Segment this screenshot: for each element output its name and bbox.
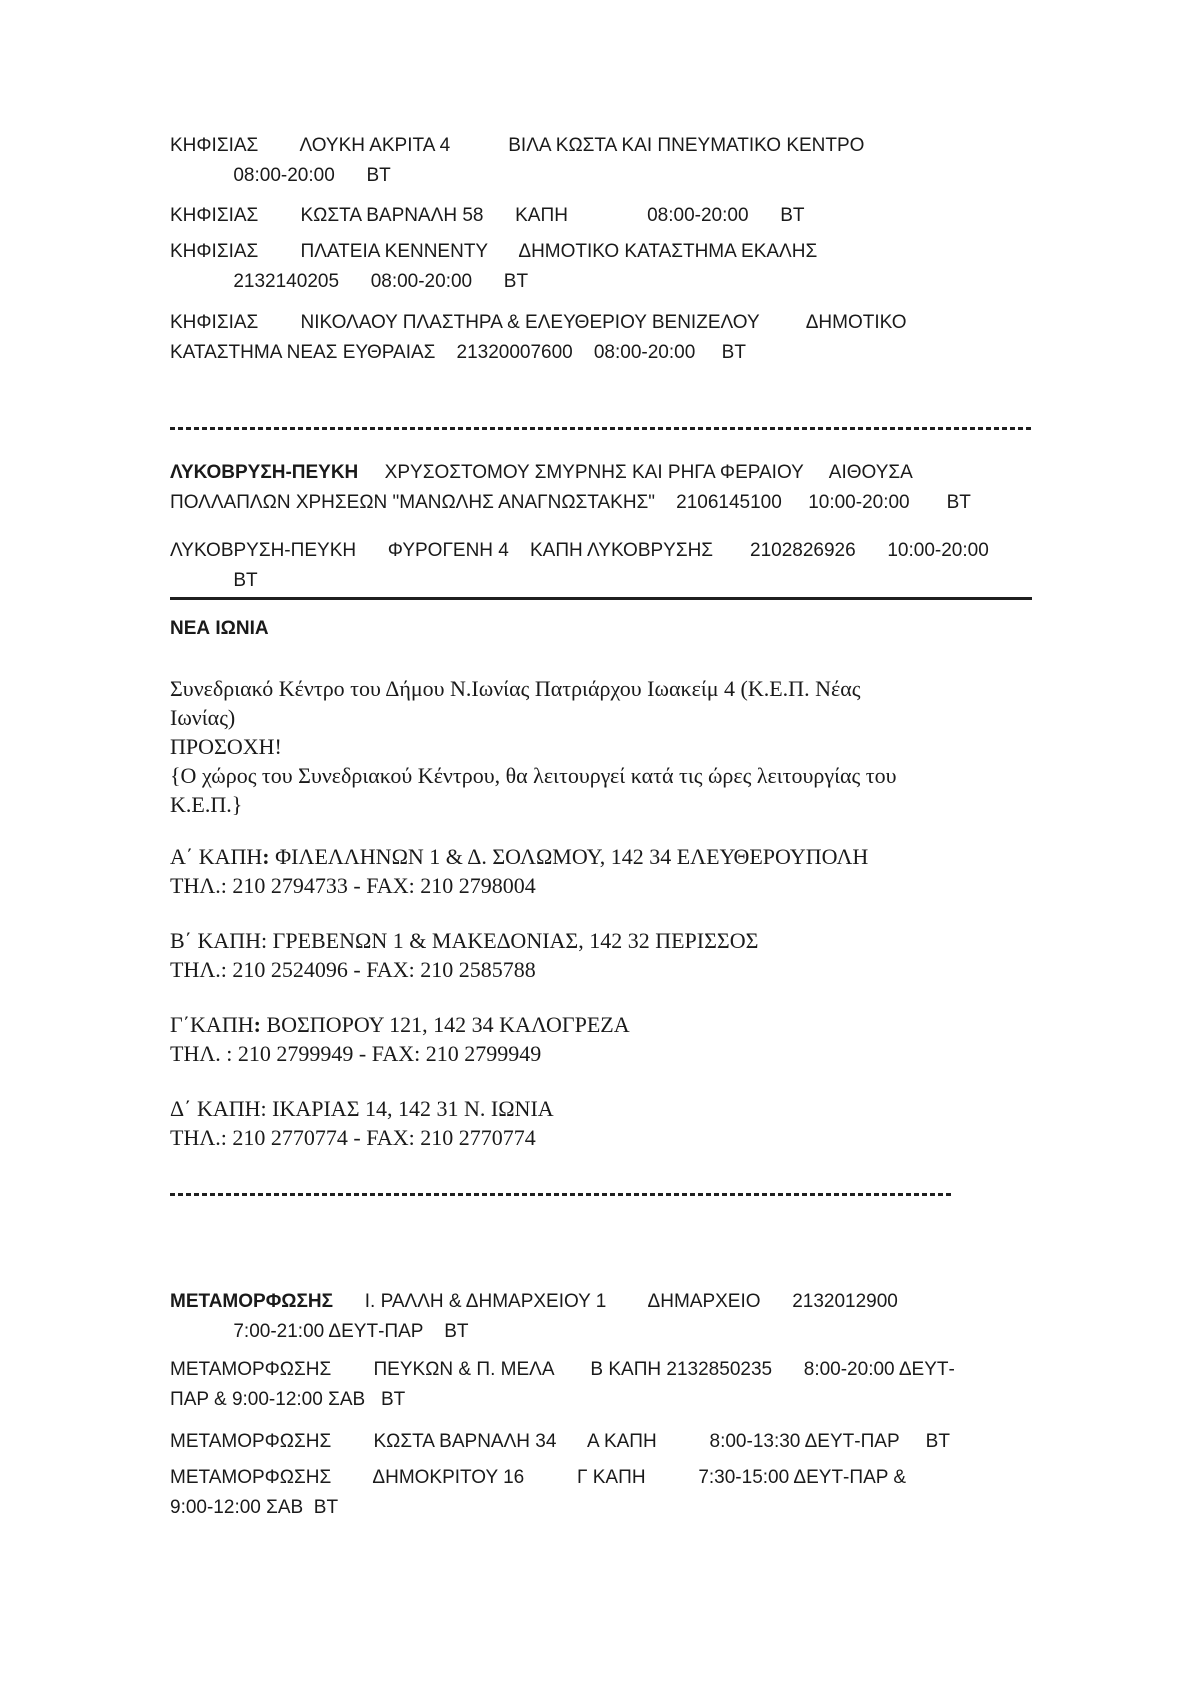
text: Β΄ ΚΑΠΗ: ΓΡΕΒΕΝΩΝ 1 & ΜΑΚΕΔΟΝΙΑΣ, 142 32 ΠΕΡΙΣΣΟΣ: [170, 928, 759, 953]
text-line: [170, 732, 1040, 761]
text: ΚΗΦΙΣΙΑΣ ΛΟΥΚΗ ΑΚΡΙΤΑ 4 ΒΙΛΑ ΚΩΣΤΑ ΚΑΙ ΠΝΕΥΜΑΤΙΚΟ ΚΕΝΤΡΟ: [170, 135, 865, 156]
text: ΤΗΛ. : 210 2799949 - FAX: 210 2799949: [170, 1041, 542, 1066]
text-line: [170, 955, 1040, 984]
text-line: [170, 536, 1040, 566]
bold-text: ΛΥΚΟΒΡΥΣΗ-ΠΕΥΚΗ: [170, 462, 359, 483]
text-line: [170, 458, 1040, 488]
text: ΦΙΛΕΛΛΗΝΩΝ 1 & Δ. ΣΟΛΩΜΟΥ, 142 34 ΕΛΕΥΘΕΡΟΥΠΟΛΗ: [269, 844, 869, 869]
text-line: [170, 1385, 1040, 1415]
text: ΤΗΛ.: 210 2770774 - FAX: 210 2770774: [170, 1125, 536, 1150]
text: ΠΡΟΣΟΧΗ!: [170, 734, 282, 759]
text-line: [170, 1427, 1040, 1457]
text-line: [170, 131, 1040, 161]
entry-kifisias-nikolaou-plastira: [170, 308, 1040, 368]
text-line: [170, 674, 1040, 703]
text-line: [170, 614, 1040, 644]
entry-metamorfosis-dimarcheio: [170, 1287, 1040, 1347]
text-line: [170, 842, 1040, 871]
separator-dashed-1: [170, 427, 1032, 430]
text: ΧΡΥΣΟΣΤΟΜΟΥ ΣΜΥΡΝΗΣ ΚΑΙ ΡΗΓΑ ΦΕΡΑΙΟΥ ΑΙΘΟΥΣΑ: [358, 462, 913, 483]
text: ΠΟΛΛΑΠΛΩΝ ΧΡΗΣΕΩΝ "ΜΑΝΩΛΗΣ ΑΝΑΓΝΩΣΤΑΚΗΣ" 2106145100 10:00-20:00 ΒΤ: [170, 492, 971, 513]
text-line: [170, 1463, 1040, 1493]
text: ΒΤ: [170, 570, 258, 591]
text: Δ΄ ΚΑΠΗ: ΙΚΑΡΙΑΣ 14, 142 31 Ν. ΙΩΝΙΑ: [170, 1096, 554, 1121]
bold-text: ΝΕΑ ΙΩΝΙΑ: [170, 618, 269, 639]
text: ΜΕΤΑΜΟΡΦΩΣΗΣ ΠΕΥΚΩΝ & Π. ΜΕΛΑ Β ΚΑΠΗ 2132850235 8:00-20:00 ΔΕΥΤ-: [170, 1359, 955, 1380]
paragraph-synedriako-kentro: [170, 674, 1040, 819]
text-line: [170, 308, 1040, 338]
text-line: [170, 703, 1040, 732]
text-line: [170, 926, 1040, 955]
text-line: [170, 237, 1040, 267]
text: 7:00-21:00 ΔΕΥΤ-ΠΑΡ ΒΤ: [170, 1321, 469, 1342]
text: ΠΑΡ & 9:00-12:00 ΣΑΒ ΒΤ: [170, 1389, 406, 1410]
entry-metamorfosis-g-kapi: [170, 1463, 1040, 1523]
text: Γ΄ΚΑΠΗ: [170, 1012, 254, 1037]
text: Α΄ ΚΑΠΗ: [170, 844, 263, 869]
entry-lykovrysi-kapi: [170, 536, 1040, 596]
text: {Ο χώρος του Συνεδριακού Κέντρου, θα λειτουργεί κατά τις ώρες λειτουργίας του: [170, 763, 897, 788]
text-line: [170, 267, 1040, 297]
text: ΜΕΤΑΜΟΡΦΩΣΗΣ ΚΩΣΤΑ ΒΑΡΝΑΛΗ 34 Α ΚΑΠΗ 8:00-13:30 ΔΕΥΤ-ΠΑΡ ΒΤ: [170, 1431, 950, 1452]
heading-nea-ionia: [170, 614, 1040, 644]
text-line: [170, 1039, 1040, 1068]
text: ΤΗΛ.: 210 2794733 - FAX: 210 2798004: [170, 873, 536, 898]
text-line: [170, 790, 1040, 819]
text: ΜΕΤΑΜΟΡΦΩΣΗΣ ΔΗΜΟΚΡΙΤΟΥ 16 Γ ΚΑΠΗ 7:30-15:00 ΔΕΥΤ-ΠΑΡ &: [170, 1467, 907, 1488]
entry-kapi-c: [170, 1010, 1040, 1068]
text: Κ.Ε.Π.}: [170, 792, 243, 817]
text: ΒΟΣΠΟΡΟΥ 121, 142 34 ΚΑΛΟΓΡΕΖΑ: [260, 1012, 630, 1037]
bold-text: :: [253, 1012, 261, 1037]
text: ΚΗΦΙΣΙΑΣ ΠΛΑΤΕΙΑ ΚΕΝΝΕΝΤΥ ΔΗΜΟΤΙΚΟ ΚΑΤΑΣΤΗΜΑ ΕΚΑΛΗΣ: [170, 241, 818, 262]
text: ΛΥΚΟΒΡΥΣΗ-ΠΕΥΚΗ ΦΥΡΟΓΕΝΗ 4 ΚΑΠΗ ΛΥΚΟΒΡΥΣΗΣ 2102826926 10:00-20:00: [170, 540, 989, 561]
entry-metamorfosis-b-kapi: [170, 1355, 1040, 1415]
text-line: [170, 1355, 1040, 1385]
text: ΚΗΦΙΣΙΑΣ ΝΙΚΟΛΑΟΥ ΠΛΑΣΤΗΡΑ & ΕΛΕΥΘΕΡΙΟΥ ΒΕΝΙΖΕΛΟΥ ΔΗΜΟΤΙΚΟ: [170, 312, 907, 333]
text-line: [170, 161, 1040, 191]
text-line: [170, 761, 1040, 790]
entry-kapi-b: [170, 926, 1040, 984]
text-line: [170, 1493, 1040, 1523]
entry-kifisias-plateia-kennedy: [170, 237, 1040, 297]
bold-text: :: [262, 844, 270, 869]
entry-kapi-d: [170, 1094, 1040, 1152]
entry-lykovrysi-aithousa: [170, 458, 1040, 518]
text: ΤΗΛ.: 210 2524096 - FAX: 210 2585788: [170, 957, 536, 982]
text: 9:00-12:00 ΣΑΒ ΒΤ: [170, 1497, 339, 1518]
entry-kapi-a: [170, 842, 1040, 900]
text-line: [170, 338, 1040, 368]
text-line: [170, 1317, 1040, 1347]
text-line: [170, 871, 1040, 900]
text-line: [170, 201, 1040, 231]
text: 08:00-20:00 ΒΤ: [170, 165, 391, 186]
text-line: [170, 488, 1040, 518]
text-line: [170, 1287, 1040, 1317]
text: Ιωνίας): [170, 705, 236, 730]
entry-kifisias-kosta-varnali: [170, 201, 1040, 231]
text: 2132140205 08:00-20:00 ΒΤ: [170, 271, 529, 292]
separator-dashed-2: [170, 1193, 952, 1196]
section-rule: [170, 597, 1032, 600]
text: Ι. ΡΑΛΛΗ & ΔΗΜΑΡΧΕΙΟΥ 1 ΔΗΜΑΡΧΕΙΟ 2132012900: [333, 1291, 898, 1312]
text-line: [170, 1123, 1040, 1152]
bold-text: ΜΕΤΑΜΟΡΦΩΣΗΣ: [170, 1291, 334, 1312]
text-line: [170, 1010, 1040, 1039]
text: Συνεδριακό Κέντρο του Δήμου Ν.Ιωνίας Πατριάρχου Ιωακείμ 4 (Κ.Ε.Π. Νέας: [170, 676, 861, 701]
entry-kifisias-loukis-akrita: [170, 131, 1040, 191]
text-line: [170, 1094, 1040, 1123]
text: ΚΗΦΙΣΙΑΣ ΚΩΣΤΑ ΒΑΡΝΑΛΗ 58 ΚΑΠΗ 08:00-20:00 ΒΤ: [170, 205, 805, 226]
entry-metamorfosis-a-kapi: [170, 1427, 1040, 1457]
document-content: [170, 131, 1040, 1523]
text: ΚΑΤΑΣΤΗΜΑ ΝΕΑΣ ΕΥΘΡΑΙΑΣ 21320007600 08:00-20:00 ΒΤ: [170, 342, 746, 363]
text-line: [170, 566, 1040, 596]
